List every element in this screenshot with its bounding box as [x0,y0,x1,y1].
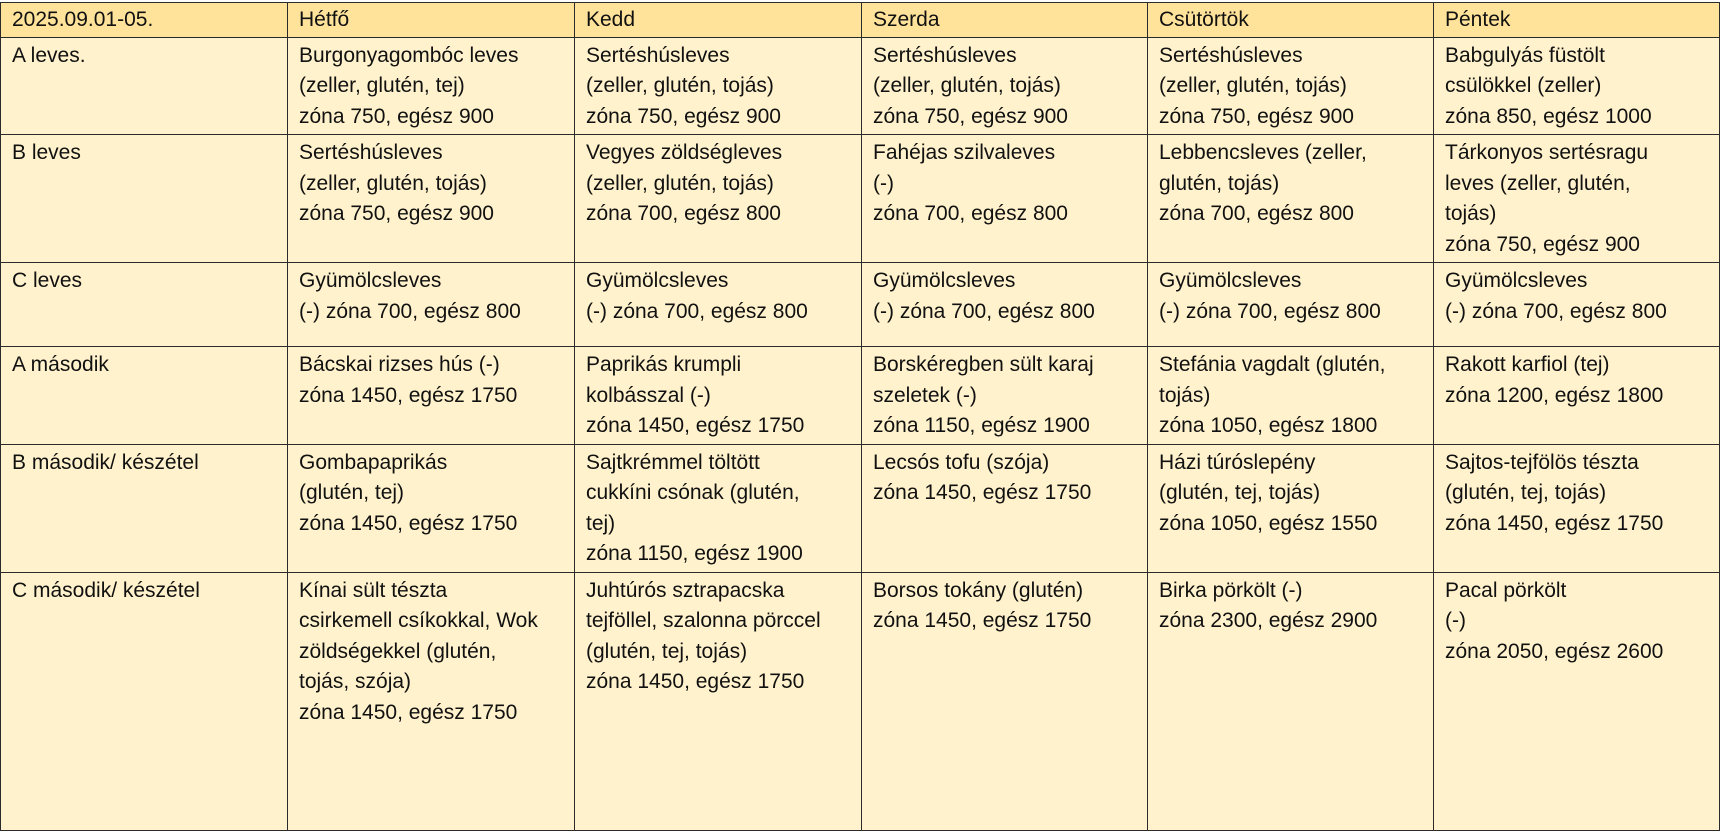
dish-text-line: Sertéshúsleves [1159,43,1303,67]
dish-text-line: csirkemell csíkokkal, Wok [299,609,538,632]
dish-text-line: Paprikás krumpli [586,353,742,376]
course-label: C leves [1,263,288,347]
dish-text-line: csülökkel (zeller) [1445,74,1602,97]
dish-text-line: Gyümölcsleves [586,269,729,292]
dish-text-line: zóna 1450, egész 1750 [586,670,805,693]
dish-text-line: Kínai sült tészta [299,578,448,602]
dish-text-line: zóna 1150, egész 1900 [873,414,1090,437]
dish-text-line: zóna 2050, egész 2600 [1445,639,1664,663]
dish-text-line: Gyümölcsleves [873,269,1016,292]
dish-text-line: Gyümölcsleves [1445,269,1588,292]
dish-cell-friday [1434,37,1720,135]
dish-text-line: Sajtkrémmel töltött [586,450,760,474]
dish-text-line: Házi túróslepény [1159,450,1316,474]
dish-text-line: Sertéshúsleves [586,43,730,67]
dish-text-line: szeletek (-) [873,383,977,407]
day-header-tuesday: Kedd [575,3,862,38]
dish-text-line: zóna 750, egész 900 [586,104,781,128]
dish-text-line: Bácskai rizses hús (-) [299,353,500,376]
dish-cell-tuesday [575,444,862,572]
dish-text-line: (-) [873,171,894,195]
dish-text-line: zóna 750, egész 900 [1445,232,1640,256]
dish-text-line: cukkíni csónak (glutén, [586,481,800,504]
dish-cell-tuesday [575,263,862,347]
menu-row [1,135,1720,263]
course-label: C második/ készétel [1,572,288,830]
day-header-thursday: Csütörtök [1148,3,1434,38]
dish-text-line: (glutén, tej, tojás) [1445,481,1607,504]
menu-row [1,37,1720,135]
dish-text-line: zóna 1050, egész 1550 [1159,511,1378,535]
dish-cell-friday [1434,263,1720,347]
dish-text-line: (zeller, glutén, tojás) [586,171,774,195]
dish-text-line: Sajtos-tejfölös tészta [1445,450,1639,474]
dish-cell-tuesday [575,347,862,445]
dish-cell-monday [288,37,575,135]
dish-text-line: (-) zóna 700, egész 800 [299,299,521,323]
dish-cell-thursday [1148,263,1434,347]
dish-text-line: Gombapaprikás [299,450,448,474]
menu-row [1,444,1720,572]
course-label: A leves. [1,37,288,135]
dish-text-line: leves (zeller, glutén, [1445,171,1631,195]
dish-cell-wednesday [862,135,1148,263]
dish-text-line: (-) zóna 700, egész 800 [586,299,808,323]
day-header-monday: Hétfő [288,3,575,38]
dish-text-line: tojás) [1445,202,1497,225]
dish-text-line: Stefánia vagdalt (glutén, [1159,353,1386,376]
dish-text-line: Burgonyagombóc leves [299,43,519,67]
dish-text-line: zóna 750, egész 900 [1159,104,1354,128]
dish-text-line: zóna 1450, egész 1750 [299,700,518,724]
dish-text-line: Sertéshúsleves [299,141,443,164]
dish-text-line: (-) [1445,609,1466,632]
dish-text-line: Rakott karfiol (tej) [1445,353,1610,376]
dish-text-line: zóna 1050, egész 1800 [1159,414,1378,437]
dish-text-line: (glutén, tej, tojás) [1159,481,1321,504]
course-label: B második/ készétel [1,444,288,572]
dish-cell-friday [1434,347,1720,445]
dish-text-line: tojás, szója) [299,670,412,693]
dish-cell-wednesday [862,572,1148,830]
dish-text-line: Lecsós tofu (szója) [873,450,1050,474]
dish-text-line: zóna 1450, egész 1750 [299,383,518,407]
dish-text-line: glutén, tojás) [1159,171,1280,195]
dish-text-line: zóna 850, egész 1000 [1445,104,1652,128]
course-label: A második [1,347,288,445]
dish-cell-wednesday [862,37,1148,135]
menu-row [1,347,1720,445]
dish-cell-tuesday [575,135,862,263]
dish-cell-tuesday [575,37,862,135]
day-header-wednesday: Szerda [862,3,1148,38]
dish-text-line: Sertéshúsleves [873,43,1017,67]
dish-text-line: Borsos tokány (glutén) [873,578,1084,602]
dish-text-line: (-) zóna 700, egész 800 [1445,299,1667,323]
course-label: B leves [1,135,288,263]
dish-text-line: Lebbencsleves (zeller, [1159,141,1367,164]
dish-cell-monday [288,135,575,263]
dish-cell-monday [288,263,575,347]
dish-cell-thursday [1148,347,1434,445]
dish-text-line: zóna 1150, egész 1900 [586,542,803,565]
dish-text-line: (zeller, glutén, tojás) [299,171,487,195]
dish-text-line: (zeller, glutén, tojás) [873,74,1061,97]
dish-text-line: zóna 1450, egész 1750 [873,609,1092,632]
week-date-cell: 2025.09.01-05. [1,3,288,38]
dish-text-line: Vegyes zöldségleves [586,141,783,164]
dish-text-line: Gyümölcsleves [1159,269,1302,292]
dish-cell-thursday [1148,572,1434,830]
dish-text-line: (glutén, tej) [299,481,405,504]
dish-text-line: zóna 700, egész 800 [873,202,1068,225]
menu-row [1,572,1720,830]
dish-text-line: zóna 700, egész 800 [1159,202,1354,225]
dish-cell-friday [1434,572,1720,830]
dish-cell-thursday [1148,135,1434,263]
dish-text-line: Borskéregben sült karaj [873,353,1094,376]
dish-text-line: tejföllel, szalonna pörccel [586,609,821,632]
dish-text-line: zóna 1450, egész 1750 [1445,511,1664,535]
dish-cell-monday [288,444,575,572]
dish-cell-thursday [1148,444,1434,572]
dish-cell-friday [1434,135,1720,263]
dish-text-line: (zeller, glutén, tojás) [1159,74,1347,97]
dish-cell-wednesday [862,263,1148,347]
dish-text-line: zóna 750, egész 900 [299,202,494,225]
dish-text-line: (-) zóna 700, egész 800 [873,299,1095,323]
dish-text-line: zóna 1200, egész 1800 [1445,383,1664,407]
dish-text-line: zóna 750, egész 900 [299,104,494,128]
dish-text-line: (zeller, glutén, tojás) [586,74,774,97]
dish-text-line: zóna 750, egész 900 [873,104,1068,128]
dish-cell-monday [288,347,575,445]
weekly-menu-table [0,2,1720,831]
dish-text-line: (glutén, tej, tojás) [586,639,748,663]
dish-text-line: Babgulyás füstölt [1445,43,1605,67]
dish-text-line: Tárkonyos sertésragu [1445,141,1649,164]
dish-text-line: zóna 700, egész 800 [586,202,781,225]
dish-text-line: (-) zóna 700, egész 800 [1159,299,1381,323]
header-row [1,3,1720,38]
dish-text-line: kolbásszal (-) [586,383,711,407]
dish-text-line: tej) [586,511,616,535]
dish-text-line: zöldségekkel (glutén, [299,639,497,663]
dish-text-line: (zeller, glutén, tej) [299,74,465,97]
dish-text-line: Birka pörkölt (-) [1159,578,1303,602]
dish-cell-friday [1434,444,1720,572]
dish-cell-tuesday [575,572,862,830]
day-header-friday: Péntek [1434,3,1720,38]
dish-text-line: Juhtúrós sztrapacska [586,578,785,602]
dish-text-line: Pacal pörkölt [1445,578,1567,602]
dish-text-line: Fahéjas szilvaleves [873,141,1056,164]
dish-cell-monday [288,572,575,830]
dish-text-line: zóna 1450, egész 1750 [873,481,1092,504]
dish-text-line: zóna 1450, egész 1750 [586,414,805,437]
menu-row [1,263,1720,347]
dish-text-line: zóna 1450, egész 1750 [299,511,518,535]
dish-text-line: Gyümölcsleves [299,269,442,292]
dish-cell-wednesday [862,444,1148,572]
dish-text-line: tojás) [1159,383,1211,407]
dish-text-line: zóna 2300, egész 2900 [1159,609,1378,632]
dish-cell-thursday [1148,37,1434,135]
dish-cell-wednesday [862,347,1148,445]
